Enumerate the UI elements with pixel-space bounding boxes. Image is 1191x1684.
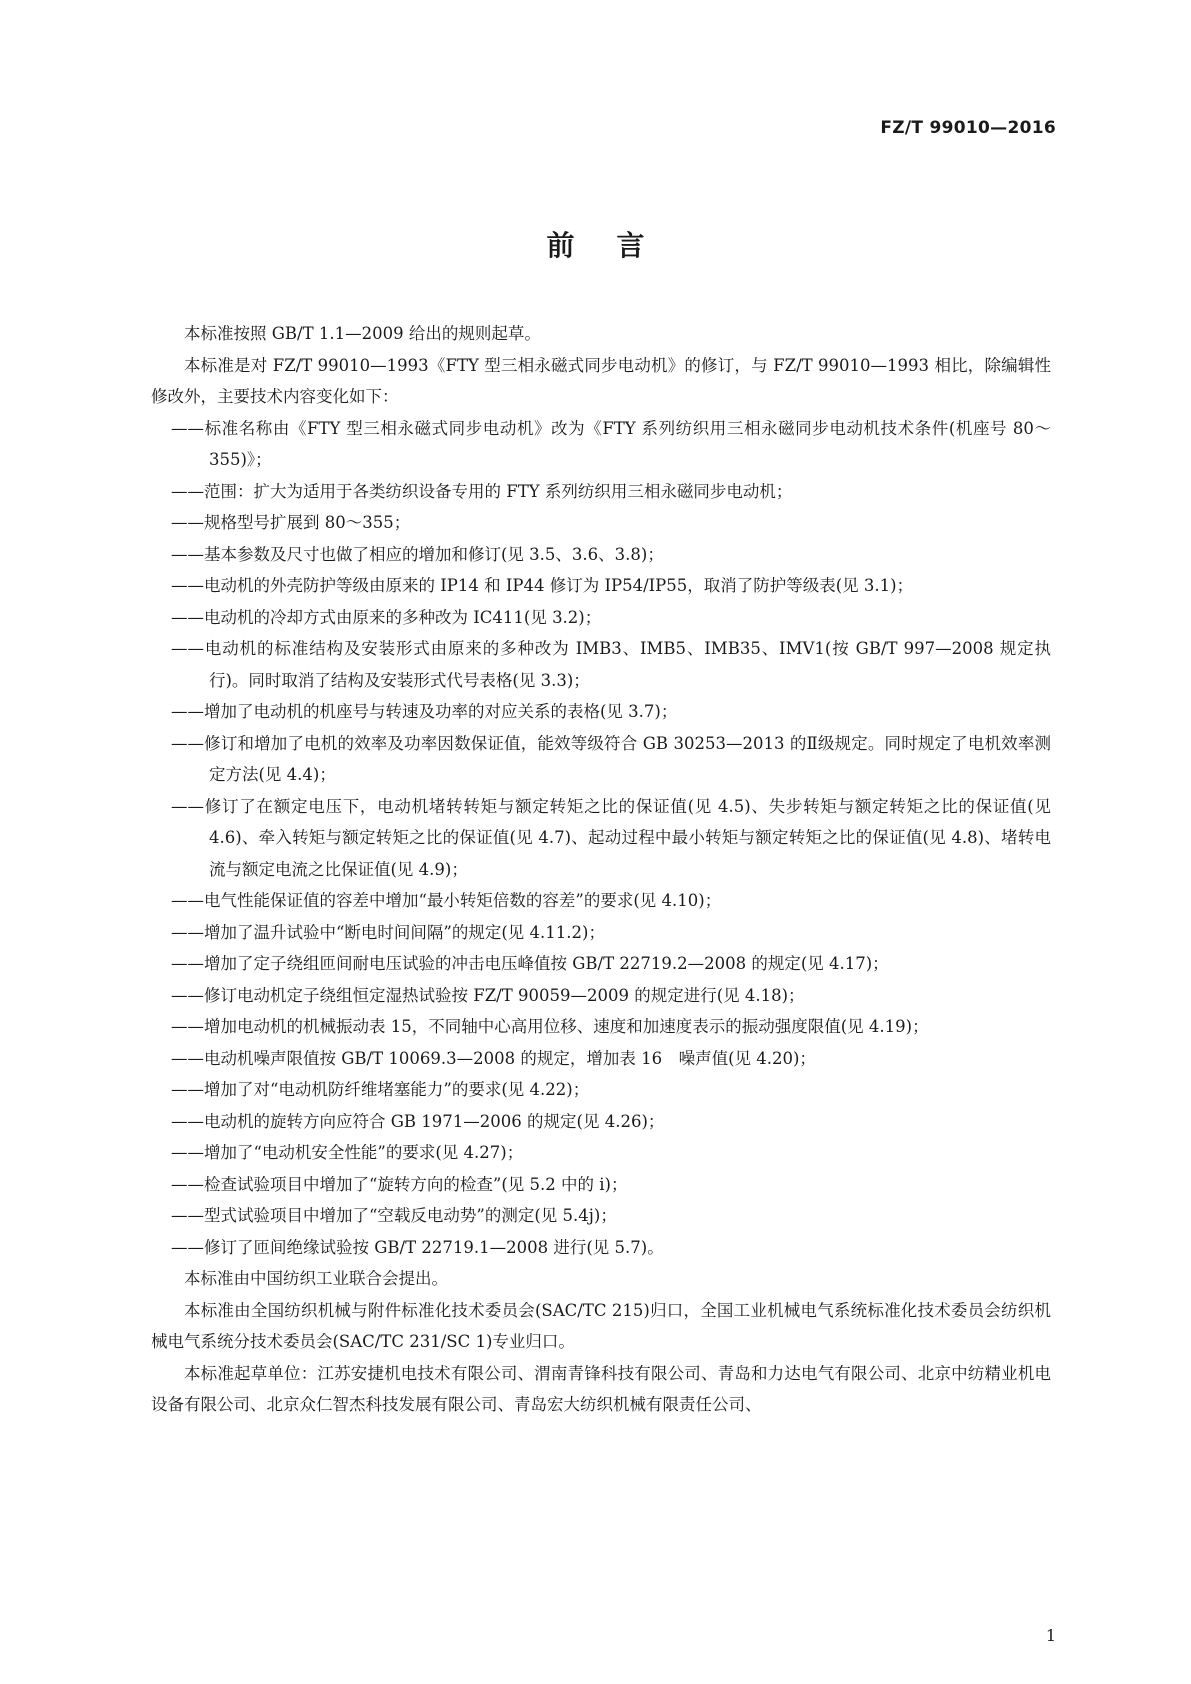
paragraph-drafting-rules: 本标准按照 GB/T 1.1—2009 给出的规则起草。 [184, 324, 541, 343]
change-item: ——型式试验项目中增加了“空载反电动势”的测定(见 5.4j)； [171, 1206, 617, 1225]
page-number: 1 [1045, 1626, 1056, 1645]
change-item: ——增加电动机的机械振动表 15，不同轴中心高用位移、速度和加速度表示的振动强度限值(见 4.19)； [171, 1017, 929, 1036]
change-item: ——电动机的旋转方向应符合 GB 1971—2006 的规定(见 4.26)； [171, 1111, 665, 1131]
paragraph-proposer: 本标准由中国纺织工业联合会提出。 [184, 1269, 448, 1288]
paragraph-revision-summary: 本标准是对 FZ/T 99010—1993《FTY 型三相永磁式同步电动机》的修订，与 FZ/T 99010—1993 相比，除编辑性修改外，主要技术内容变化如下： [151, 355, 1051, 406]
change-item: ——范围：扩大为适用于各类纺织设备专用的 FTY 系列纺织用三相永磁同步电动机； [171, 481, 793, 501]
standard-number: FZ/T 99010—2016 [880, 118, 1056, 138]
change-item: ——电动机的冷却方式由原来的多种改为 IC411(见 3.2)； [171, 607, 602, 627]
paragraph-technical-committee: 本标准由全国纺织机械与附件标准化技术委员会(SAC/TC 215)归口，全国工业机械电气系统标准化技术委员会纺织机械电气系统分技术委员会(SAC/TC 231/SC 1)专业归口。 [151, 1300, 1051, 1351]
document-body [151, 318, 1051, 1421]
change-item: ——标准名称由《FTY 型三相永磁式同步电动机》改为《FTY 系列纺织用三相永磁同步电动机技术条件(机座号 80～355)》； [171, 418, 1051, 469]
page-title: 前言 [546, 229, 687, 262]
change-item: ——增加了对“电动机防纤维堵塞能力”的要求(见 4.22)； [171, 1080, 590, 1099]
change-item: ——电动机的标准结构及安装形式由原来的多种改为 IMB3、IMB5、IMB35、IMV1(按 GB/T 997—2008 规定执行)。同时取消了结构及安装形式代号表格(见 3.3)； [171, 639, 1051, 690]
change-item: ——检查试验项目中增加了“旋转方向的检查”(见 5.2 中的 i)； [171, 1174, 628, 1194]
change-item: ——修订了匝间绝缘试验按 GB/T 22719.1—2008 进行(见 5.7)。 [171, 1237, 664, 1257]
change-item: ——电气性能保证值的容差中增加“最小转矩倍数的容差”的要求(见 4.10)； [171, 891, 722, 910]
change-item: ——修订和增加了电机的效率及功率因数保证值，能效等级符合 GB 30253—2013 的Ⅱ级规定。同时规定了电机效率测定方法(见 4.4)； [171, 733, 1051, 784]
change-item: ——增加了温升试验中“断电时间间隔”的规定(见 4.11.2)； [171, 922, 605, 942]
change-item: ——修订电动机定子绕组恒定湿热试验按 FZ/T 90059—2009 的规定进行(见 4.18)； [171, 985, 805, 1005]
change-item: ——增加了定子绕组匝间耐电压试验的冲击电压峰值按 GB/T 22719.2—2008 的规定(见 4.17)； [171, 954, 889, 973]
paragraph-drafting-units: 本标准起草单位：江苏安捷机电技术有限公司、渭南青锋科技有限公司、青岛和力达电气有限公司、北京中纺精业机电设备有限公司、北京众仁智杰科技发展有限公司、青岛宏大纺织机械有限责任公司、 [151, 1363, 1051, 1414]
change-item: ——规格型号扩展到 80～355； [171, 513, 411, 532]
change-item: ——基本参数及尺寸也做了相应的增加和修订(见 3.5、3.6、3.8)； [171, 544, 664, 564]
change-item: ——电动机的外壳防护等级由原来的 IP14 和 IP44 修订为 IP54/IP55，取消了防护等级表(见 3.1)； [171, 576, 914, 595]
change-item: ——增加了“电动机安全性能”的要求(见 4.27)； [171, 1143, 524, 1162]
change-item: ——增加了电动机的机座号与转速及功率的对应关系的表格(见 3.7)； [171, 702, 678, 721]
change-item: ——修订了在额定电压下，电动机堵转转矩与额定转矩之比的保证值(见 4.5)、失步转矩与额定转矩之比的保证值(见 4.6)、牵入转矩与额定转矩之比的保证值(见 4.7)、起动过程中最小转矩与额定转矩之比的保证值(见 4.8)、堵转电流与额定电流之比保证值(见 4.9)； [171, 796, 1051, 879]
change-item: ——电动机噪声限值按 GB/T 10069.3—2008 的规定，增加表 16 噪声值(见 4.20)； [171, 1048, 816, 1068]
